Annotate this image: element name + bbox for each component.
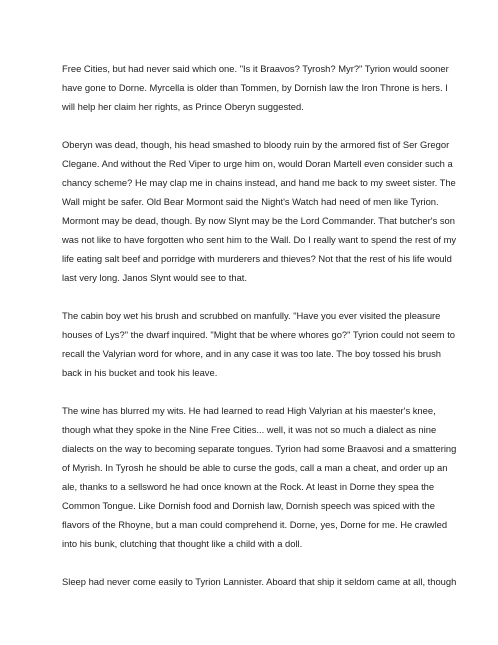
text-line: The wine has blurred my wits. He had learned to read High Valyrian at his maester's knee, [62,405,436,416]
text-line: into his bunk, clutching that thought like a child with a doll. [62,538,303,549]
text-line: dialects on the way to becoming separate tongues. Tyrion had some Braavosi and a smattering [62,443,457,454]
paragraph-gap [62,553,452,572]
text-line: though what they spoke in the Nine Free Cities... well, it was not so much a dialect as nine [62,424,437,435]
paragraph-gap [62,287,452,306]
text-line: Wall might be safer. Old Bear Mormont said the Night's Watch had need of men like Tyrion. [62,196,439,207]
text-line: Oberyn was dead, though, his head smashed to bloody ruin by the armored fist of Ser Gregor [62,139,450,150]
text-line: of Myrish. In Tyrosh he should be able to curse the gods, call a man a cheat, and order up an [62,462,448,473]
text-line: flavors of the Rhoyne, but a man could comprehend it. Dorne, yes, Dorne for me. He crawled [62,519,448,530]
text-line: Sleep had never come easily to Tyrion Lannister. Aboard that ship it seldom came at all, though [62,576,457,587]
text-line: last very long. Janos Slynt would see to that. [62,272,247,283]
text-line: Common Tongue. Like Dornish food and Dornish law, Dornish speech was spiced with the [62,500,435,511]
paragraph-3 [62,306,456,382]
paragraph-4 [62,401,457,553]
text-line: The cabin boy wet his brush and scrubbed on manfully. "Have you ever visited the pleasure [62,310,441,321]
text-line: will help her claim her rights, as Prince Oberyn suggested. [62,101,304,112]
text-line: was not like to have forgotten who sent him to the Wall. Do I really want to spend the rest of my [62,234,457,245]
text-line: Mormont may be dead, though. By now Slynt may be the Lord Commander. That butcher's son [62,215,455,226]
paragraph-gap [62,116,452,135]
text-line: chancy scheme? He may clap me in chains instead, and hand me back to my sweet sister. The [62,177,456,188]
text-line: houses of Lys?" the dwarf inquired. "Might that be where whores go?" Tyrion could not seem to [62,329,456,340]
paragraph-5 [62,572,457,591]
text-line: life eating salt beef and porridge with murderers and thieves? Not that the rest of his life would [62,253,452,264]
text-line: ale, thanks to a sellsword he had once known at the Rock. At least in Dorne they spea the [62,481,435,492]
text-line: Free Cities, but had never said which one. "Is it Braavos? Tyrosh? Myr?" Tyrion would sooner [62,63,449,74]
paragraph-2 [62,135,457,287]
document-text [62,59,457,591]
text-line: back in his bucket and took his leave. [62,367,218,378]
text-line: recall the Valyrian word for whore, and in any case it was too late. The boy tossed his brush [62,348,442,359]
text-line: Clegane. And without the Red Viper to urge him on, would Doran Martell even consider such a [62,158,453,169]
paragraph-gap [62,382,452,401]
paragraph-1 [62,59,452,116]
text-line: have gone to Dorne. Myrcella is older than Tommen, by Dornish law the Iron Throne is hers. I [62,82,448,93]
